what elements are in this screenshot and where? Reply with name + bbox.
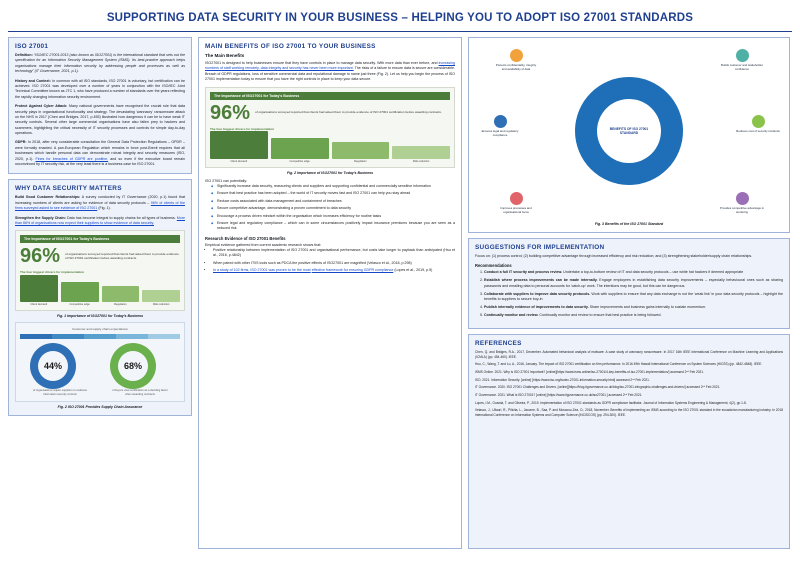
reference-item: IT Governance. 2020. ISO 27001 Challenges and Drivers. [online][https://blog.itgovernance.co.uk/blog/iso-27001-infographic-challenges-and-drivers/] accessed 2ⁿᵈ Feb 2021. (475, 385, 721, 390)
figure-2-donut (110, 343, 156, 389)
iso-27001-body (15, 53, 185, 167)
recommendations-heading: Recommendations (475, 263, 512, 269)
figure-2-donut-caption: of organisations require suppliers to evidence information security controls (32, 389, 88, 397)
history-label: History and Context: (15, 78, 51, 83)
figure-2-middle-percent: 96% (210, 101, 251, 124)
figure-3-caption: Fig. 3 Benefits of the ISO 27001 Standard (594, 222, 664, 226)
wheel-node-label: Improves processes and organisational focus (500, 206, 532, 215)
customer-text: A survey conducted by IT Governance (2020, p.1) found that increasing numbers of clients are asking for evidence of data security protocols – (15, 195, 185, 205)
benefits-list-intro: ISO 27001 can potentially: (205, 178, 248, 183)
figure-2-middle-bar-label: Client demand (230, 159, 248, 163)
benefit-item: ◆ Ensure legal and regulatory compliance – which can in some circumstances positively impact insurance premiums because you are seen as a reduced risk (212, 221, 455, 232)
figure-2-middle-bar (392, 146, 450, 163)
cyber-text: Many national governments have recognised the crucial role that data security plays in organisational functionality and strategy. The devastating 'wannacry' ransomware attack on the NHS in 2017 (Chen and Bridges, 2017, p.455) illustrated how dangerous it can be to have weak IT security controls. Several other large commercial organisations have also fallen prey to hackers and scammers, highlighting the critical necessity of IT security processes and controls for simple day-to-day operations. (15, 104, 186, 136)
figure-1-percent: 96% (20, 245, 61, 268)
customer-text-tail: (Fig. 1). (98, 206, 111, 211)
figure-1-caption: Fig. 1 Importance of ISO27001 for Today's Business (56, 314, 144, 319)
reference-item: Velasco, J., Ullauri, R., Pilicita, L., Jacome, B., Saa, P. and Moscoso-Zea, O., 2018, November. Benefits of implementing an ISMS according to the ISO 27001 standard in the ecuadorian manufacturing industry. In 2018 International Conference on Information Systems and Computer Science (INCISCOS) (pp. 294-300). IEEE. (475, 408, 783, 417)
recommendation-item (484, 278, 783, 289)
middle-column (198, 37, 462, 549)
figure-2-middle-bars (210, 133, 450, 163)
main-benefits-intro (205, 61, 455, 83)
reference-item: Chen, Q. and Bridges, R.A., 2017, December. Automated behavioral analysis of malware: A case study of wannacry ransomware. In 2017 16th IEEE International Conference on Machine Learning and Applications (ICMLA) (pp. 454-460). IEEE. (475, 350, 783, 359)
recommendations-list (475, 270, 783, 318)
research-point (213, 268, 455, 273)
figure-2-middle-bar-label: Regulation (354, 159, 367, 163)
benefit-item: ◆ Secure competitive advantage, demonstrating a proven commitment to data security (212, 206, 455, 211)
figure-1 (15, 230, 185, 318)
remote-working-link[interactable]: increasing numbers of staff working remotely, data integrity and security has never been more important. (205, 61, 455, 71)
figure-1-bar-label: Client demand (30, 303, 48, 307)
wheel-node-icon (494, 115, 507, 128)
figure-2-left-caption: Fig. 2 ISO 27001 Provides Supply Chain Assurance (57, 404, 143, 409)
figure-1-bar (142, 290, 180, 306)
benefits-wheel-center: BENEFITS OF ISO 27001 STANDARD (597, 99, 661, 163)
references-heading: REFERENCES (475, 340, 522, 348)
wheel-node (735, 115, 781, 134)
references-list (475, 350, 783, 417)
figure-1-title: The Importance of ISO27001 for Today's Business (20, 235, 180, 243)
benefit-item: ◆ Significantly increase data security, reassuring clients and suppliers and supporting confidential and commercially sensitive information (212, 184, 455, 189)
supplier-evidence-link[interactable]: More than 66% of organisations now expect their suppliers to show evidence of data security. (15, 215, 185, 225)
why-data-security-body (15, 195, 185, 226)
wheel-node-icon (736, 49, 749, 62)
research-evidence-heading: Research Evidence of ISO 27001 Benefits (205, 235, 286, 241)
gdpr-text: In 2018, after very considerable consultation the General Data Protection Regulations – GPDR – were formally enacted. A pan-European Regulation which remains in force post-Brexit requires that all businesses which handle personal data can demonstrate robust integrity and security measures (ISO, 2020, p.1). (15, 140, 186, 161)
figure-1-bar-label: Risk reduction (152, 303, 170, 307)
recommendation-label: Continually monitor and review. (484, 312, 539, 317)
customer-label: Build Good Customer Relationships: (15, 195, 81, 200)
iso-27001-heading: ISO 27001 (15, 43, 49, 50)
research-evidence-intro: Empirical evidence gathered from current academic research shows that: (205, 242, 322, 247)
research-point: • Positive relationship between implementation of ISO 27001 and organisational performance, but costs take longer to payback than anticipated (Hsu et al., 2016, p.4842) (213, 248, 455, 259)
figure-2-donut-value: 68% (123, 361, 142, 372)
main-benefits-heading: MAIN BENEFITS OF ISO 27001 TO YOUR BUSINESS (205, 43, 376, 50)
figure-2-middle-bar (210, 131, 268, 163)
gdpr-framework-link[interactable]: effective framework for ensuring GDPR compliance (311, 268, 394, 273)
wheel-node-icon (510, 192, 523, 205)
figure-1-bar (20, 275, 58, 306)
figure-2-middle-text: of organisations surveyed reported that clients had asked them to provide evidence of ISO 27001 certification before awarding contracts. (255, 110, 442, 115)
client-evidence-link[interactable]: 96% of clients of the firms surveyed asked to see evidence of ISO 27001 (15, 200, 185, 211)
gdpr-framework-link-pre[interactable]: In a study of 102 firms, ISO 27001 was proven to be the most (213, 268, 311, 273)
recommendation-label: Publish internally evidence of improvements to data security. (484, 304, 589, 309)
figure-3-panel (468, 37, 790, 233)
page-title: SUPPORTING DATA SECURITY IN YOUR BUSINESS – HELPING YOU TO ADOPT ISO 27001 STANDARDS (8, 6, 792, 32)
wheel-node-icon (752, 115, 765, 128)
iso-27001-panel (8, 37, 192, 174)
figure-2-middle-bar (332, 142, 390, 163)
recommendation-text: Share improvements and business gains internally to sustain momentum. (589, 304, 707, 309)
main-benefits-panel (198, 37, 462, 549)
figure-1-bars (20, 276, 180, 306)
benefits-wheel (575, 77, 683, 185)
figure-2-middle (205, 87, 455, 175)
research-point-3-post: (Lopes et al., 2019, p.5) (394, 268, 433, 273)
benefits-list (205, 184, 455, 232)
gdpr-fines-link[interactable]: Fines for breaches of GDPR are punitive, (35, 156, 109, 161)
wheel-node-label: Reduces cost of security incidents (736, 129, 780, 133)
reference-item: Hsu, C., Wang, T. and Lu, A., 2016, January. The impact of ISO 27001 certification on firm performance. In 2016 49th Hawaii International Conference on System Sciences (HICSS) (pp. 4842-4848). IEEE. (475, 362, 763, 367)
history-text: In common with all ISO standards, ISO 27001 is voluntary, but certification can be achieved. ISO 27001 was developed over a number of years in conjunction with the ISO/IEC Joint Technical Committee known as JTC 1, who have produced a number of standards over the years reflecting the rapidly changing information security environment. (15, 78, 185, 99)
figure-2-donut-caption: of buyers view certification as a deciding factor when awarding contracts (112, 389, 168, 397)
suggestions-heading: SUGGESTIONS FOR IMPLEMENTATION (475, 244, 605, 251)
recommendation-label: Collaborate with suppliers to improve data security protocols. (484, 291, 591, 296)
recommendation-text: Continually monitor and review to ensure that best practice is being followed. (539, 312, 662, 317)
wheel-node (719, 49, 765, 72)
figure-2-middle-bar-label: Risk reduction (412, 159, 430, 163)
figure-1-bar (102, 286, 140, 306)
recommendation-item (484, 292, 783, 303)
wheel-node-label: Protects confidentiality, integrity and availability of data (495, 63, 537, 71)
reference-item: ISO. 2021. Information Security. [online] [https://www.iso.org/isoiec-27001-information-security.html] accessed 2ⁿᵈ Feb 2021. (475, 377, 650, 382)
figure-1-text: of organisations surveyed reported that clients had asked them to provide evidence of ISO 27001 certification before awarding contracts. (65, 251, 179, 261)
reference-item: IT Governance. 2021. What is ISO 27001? [online] [https://www.itgovernance.co.uk/iso27001.] accessed 2ⁿᵈ Feb 2021. (475, 392, 643, 397)
left-column (8, 37, 192, 549)
figure-3-graphic (475, 43, 783, 219)
right-column (468, 37, 790, 549)
supply-label: Strengthen the Supply Chain: (15, 215, 66, 220)
benefit-item: ◆ Ensure that best practice has been adopted – the world of IT security moves fast and ISO 27001 can help you stay ahead (212, 191, 455, 196)
recommendation-text: Work with suppliers to ensure that any data exchange is not the 'weak link' in your data security protocols – highlight the benefits to suppliers to secure buy-in (484, 291, 784, 301)
figure-2-middle-caption: Fig. 2 Importance of ISO27001 for Today's Business (286, 170, 374, 175)
wheel-node-label: Ensures legal and regulatory compliance (481, 129, 519, 137)
wheel-node-icon (510, 49, 523, 62)
main-benefits-subhead: The Main Benefits (205, 53, 245, 58)
wheel-node (719, 192, 765, 215)
figure-1-bar (61, 282, 99, 306)
figure-1-bar-label: Competitive edge (69, 303, 90, 307)
poster-columns (8, 37, 792, 549)
recommendation-item (484, 305, 783, 310)
definition-text: “ISO/IEC 27001:2013 (also known as ISO27001) is the international standard that sets out the specification for an Information Security Management System (ISMS). Its best-practice approach helps organisations manage their information security by addressing people and processes as well as technology” (IT Governance, 2021, p.1). (15, 53, 186, 74)
recommendation-text: Undertake a top-to-bottom review of IT and data security protocols – use white hat hackers if deemed appropriate (563, 270, 744, 275)
recommendation-text: Engage employees in establishing data security improvements – especially behavioural ones such as sharing passwords and emailing data to personal accounts for 'catch-up' work. The intentions may be good, but this can be dangerous. (484, 278, 784, 288)
figure-2-middle-title: The Importance of ISO27001 for Today's Business (210, 92, 450, 100)
supply-text: Data has become integral to supply chains for all types of business. (67, 215, 176, 220)
wheel-node-label: Provides competitive advantage in tendering (719, 206, 765, 215)
references-panel (468, 334, 790, 549)
figure-2-color-strip (20, 334, 180, 339)
why-data-security-heading: WHY DATA SECURITY MATTERS (15, 185, 122, 193)
reference-item: Lopes, I.M., Guarda, T. and Oliveira, P., 2019. Implementation of ISO 27001 standards as GDPR compliance facilitator. Journal of Information Systems Engineering & Management, 4(2), pp.1-8. (475, 400, 747, 405)
figure-1-graphic (15, 230, 185, 311)
research-point: • When paired with other IT/IS tools such as PDCA the positive effects of ISO27001 are magnified (Velasco et al., 2018, p.298) (213, 261, 455, 266)
figure-2-middle-graphic (205, 87, 455, 168)
definition-label: Definition: (15, 53, 33, 57)
gdpr-text-tail: and so even if the executive board remain unconvinced by IT security risk, at the very least there is a business case for ISO 27001. (15, 156, 186, 167)
suggestions-panel (468, 238, 790, 329)
benefits-intro-b: The risks of a failure to ensure data is secure are considerable. Breach of GDPR regulations, loss of sensitive commercial data and reputational damage to name just three (Fig. 2). Let us help you begin the process of ISO 27001 implementation today to ensure that you have the right controls in place to keep your data secure. (205, 66, 456, 82)
figure-2-left (15, 322, 185, 409)
benefit-item: ◆ Encourage a process driven mindset within the organisation which increases efficiency for routine tasks (212, 214, 455, 219)
figure-2-middle-subtitle: The four biggest drivers for implementation (210, 126, 275, 131)
figure-2-donut-value: 44% (43, 361, 62, 372)
figure-1-bar-label: Regulation (114, 303, 127, 307)
recommendation-label: Conduct a full IT security and process review. (484, 270, 563, 275)
figure-2-header: Customer and supply chain expectations (72, 327, 128, 332)
reference-item: ISMS Online. 2021. Why is ISO 27001 important? [online][https://www.isms.online/iso-27001/4-key-benefits-of-iso-27001-implementation/] accessed 2ⁿᵈ Feb 2021. (475, 370, 704, 375)
wheel-node-icon (736, 192, 749, 205)
figure-1-subtitle: The four biggest drivers for implementation (20, 270, 85, 275)
gdpr-label: GDPR: (15, 140, 27, 145)
wheel-node-label: Builds customer and stakeholder confidence (721, 63, 763, 71)
benefit-item: ◆ Reduce costs associated with data management and containment of breaches (212, 199, 455, 204)
research-points-list (205, 248, 455, 274)
figure-2-graphic (15, 322, 185, 402)
suggestions-focus: Focus on: (1) process control; (2) building competitive advantage through increased efficiency and risk reduction; and (3) strengthening stakeholder/supply chain relationships. (475, 254, 753, 258)
figure-2-middle-bar (271, 138, 329, 163)
figure-2-donut (30, 343, 76, 389)
recommendation-item (484, 270, 783, 275)
wheel-node (477, 115, 523, 138)
figure-2-middle-bar-label: Competitive edge (289, 159, 310, 163)
recommendation-item (484, 313, 783, 318)
wheel-node (493, 192, 539, 215)
cyber-label: Protect Against Cyber Attack: (15, 104, 68, 109)
wheel-node (493, 49, 539, 72)
recommendation-label: Establish where process improvements can be made internally. (484, 278, 598, 283)
why-data-security-panel (8, 179, 192, 416)
benefits-intro-a: ISO27001 is designed to help businesses ensure that they have controls in place to manage data security. With more data than ever before, and (205, 61, 438, 65)
